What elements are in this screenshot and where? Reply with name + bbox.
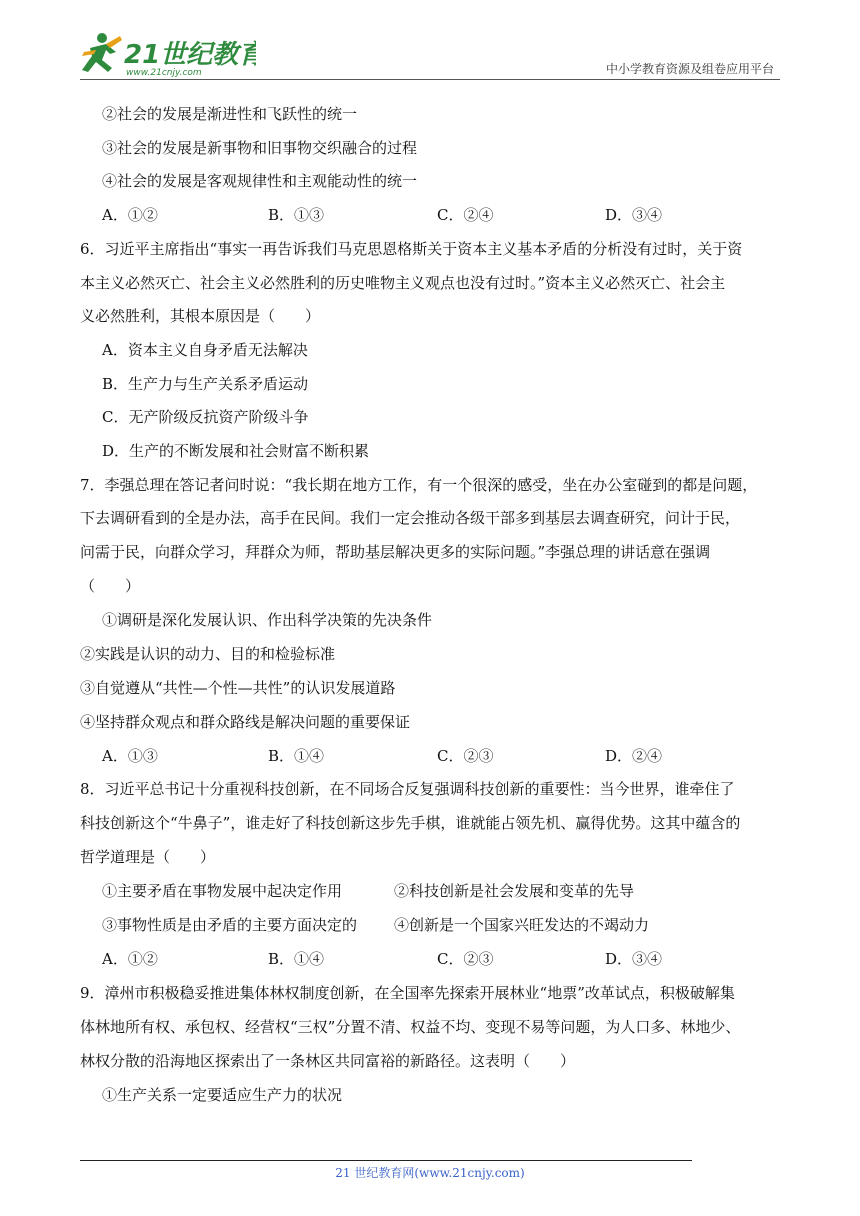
option-a: A．①③	[102, 747, 158, 765]
question-stem-line: 林权分散的沿海地区探索出了一条林区共同富裕的新路径。这表明（ ）	[80, 1052, 576, 1070]
header-divider	[80, 79, 780, 80]
question-stem-line: 8．习近平总书记十分重视科技创新，在不同场合反复强调科技创新的重要性：当今世界，谁牵住了	[80, 780, 735, 798]
statement: ②实践是认识的动力、目的和检验标准	[80, 645, 336, 663]
question-stem-line: 义必然胜利，其根本原因是（ ）	[80, 307, 321, 325]
logo-text: 21世纪教育	[124, 40, 256, 70]
statement: ③事物性质是由矛盾的主要方面决定的	[102, 916, 358, 934]
option-b: B．①④	[268, 950, 325, 968]
question-stem-line: 科技创新这个“牛鼻子”，谁走好了科技创新这步先手棋，谁就能占领先机、赢得优势。这其中蕴含的	[80, 814, 741, 832]
option-b: B．生产力与生产关系矛盾运动	[102, 375, 309, 393]
site-logo	[76, 30, 256, 80]
question-stem-line: 问需于民，向群众学习，拜群众为师，帮助基层解决更多的实际问题。”李强总理的讲话意在强调	[80, 543, 711, 561]
option-c: C．②④	[437, 206, 494, 224]
site-tagline: 中小学教育资源及组卷应用平台	[605, 62, 774, 76]
statement: ②科技创新是社会发展和变革的先导	[394, 882, 635, 900]
option-c: C．②③	[437, 747, 494, 765]
option-c: C．②③	[437, 950, 494, 968]
question-stem-line: 6．习近平主席指出“事实一再告诉我们马克思恩格斯关于资本主义基本矛盾的分析没有过时，关于资	[80, 240, 743, 258]
page-header	[0, 0, 860, 90]
option-d: D．③④	[605, 950, 663, 968]
statement: ③自觉遵从“共性—个性—共性”的认识发展道路	[80, 679, 396, 697]
question-stem-line: 本主义必然灭亡、社会主义必然胜利的历史唯物主义观点也没有过时。”资本主义必然灭亡、社会主	[80, 274, 726, 292]
question-stem-line: 下去调研看到的全是办法，高手在民间。我们一定会推动各级干部多到基层去调查研究，问计于民，	[80, 509, 741, 527]
statement: ③社会的发展是新事物和旧事物交织融合的过程	[102, 139, 418, 157]
question-stem-line: 7．李强总理在答记者问时说：“我长期在地方工作，有一个很深的感受，坐在办公室碰到的都是问题，	[80, 476, 758, 494]
question-stem-line: （ ）	[80, 577, 141, 595]
statement: ④社会的发展是客观规律性和主观能动性的统一	[102, 172, 418, 190]
statement: ④坚持群众观点和群众路线是解决问题的重要保证	[80, 713, 411, 731]
question-stem-line: 9．漳州市积极稳妥推进集体林权制度创新，在全国率先探索开展林业“地票”改革试点，积极破解集	[80, 984, 735, 1002]
statement: ①生产关系一定要适应生产力的状况	[102, 1086, 343, 1104]
option-d: D．②④	[605, 747, 663, 765]
page-footer: 21 世纪教育网(www.21cnjy.com)	[335, 1166, 525, 1180]
option-d: D．生产的不断发展和社会财富不断积累	[102, 442, 370, 460]
statement: ④创新是一个国家兴旺发达的不竭动力	[394, 916, 650, 934]
option-d: D．③④	[605, 206, 663, 224]
option-b: B．①④	[268, 747, 325, 765]
logo-url: www.21cnjy.com	[126, 68, 202, 78]
option-a: A．①②	[102, 206, 158, 224]
statement: ①主要矛盾在事物发展中起决定作用	[102, 882, 343, 900]
option-c: C．无产阶级反抗资产阶级斗争	[102, 408, 309, 426]
statement: ①调研是深化发展认识、作出科学决策的先决条件	[102, 611, 433, 629]
footer-divider	[80, 1160, 692, 1161]
runner-logo-icon	[76, 30, 256, 80]
option-a: A．①②	[102, 950, 158, 968]
statement: ②社会的发展是渐进性和飞跃性的统一	[102, 105, 358, 123]
option-a: A．资本主义自身矛盾无法解决	[102, 341, 308, 359]
option-b: B．①③	[268, 206, 325, 224]
question-stem-line: 体林地所有权、承包权、经营权“三权”分置不清、权益不均、变现不易等问题，为人口多、林地少、	[80, 1018, 741, 1036]
question-stem-line: 哲学道理是（ ）	[80, 848, 216, 866]
